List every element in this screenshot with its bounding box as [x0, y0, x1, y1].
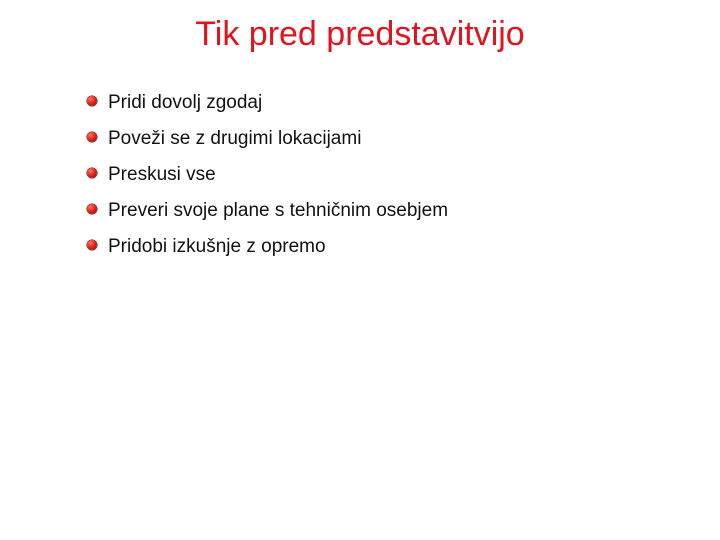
bullet-text: Preskusi vse	[108, 164, 216, 185]
red-sphere-bullet-icon	[87, 204, 97, 214]
bullet-item	[87, 157, 448, 193]
bullet-item	[87, 121, 448, 157]
slide-title: Tik pred predstavitvijo	[195, 15, 525, 53]
bullet-text: Pridobi izkušnje z opremo	[108, 236, 326, 257]
red-sphere-bullet-icon	[87, 240, 97, 250]
red-sphere-bullet-icon	[87, 168, 97, 178]
bullet-text: Preveri svoje plane s tehničnim osebjem	[108, 200, 449, 221]
bullet-list	[87, 85, 448, 265]
red-sphere-bullet-icon	[87, 132, 97, 142]
red-sphere-bullet-icon	[87, 96, 97, 106]
bullet-text: Poveži se z drugimi lokacijami	[108, 128, 362, 149]
bullet-item	[87, 85, 448, 121]
bullet-item	[87, 193, 448, 229]
bullet-item	[87, 229, 448, 265]
bullet-text: Pridi dovolj zgodaj	[108, 92, 263, 113]
